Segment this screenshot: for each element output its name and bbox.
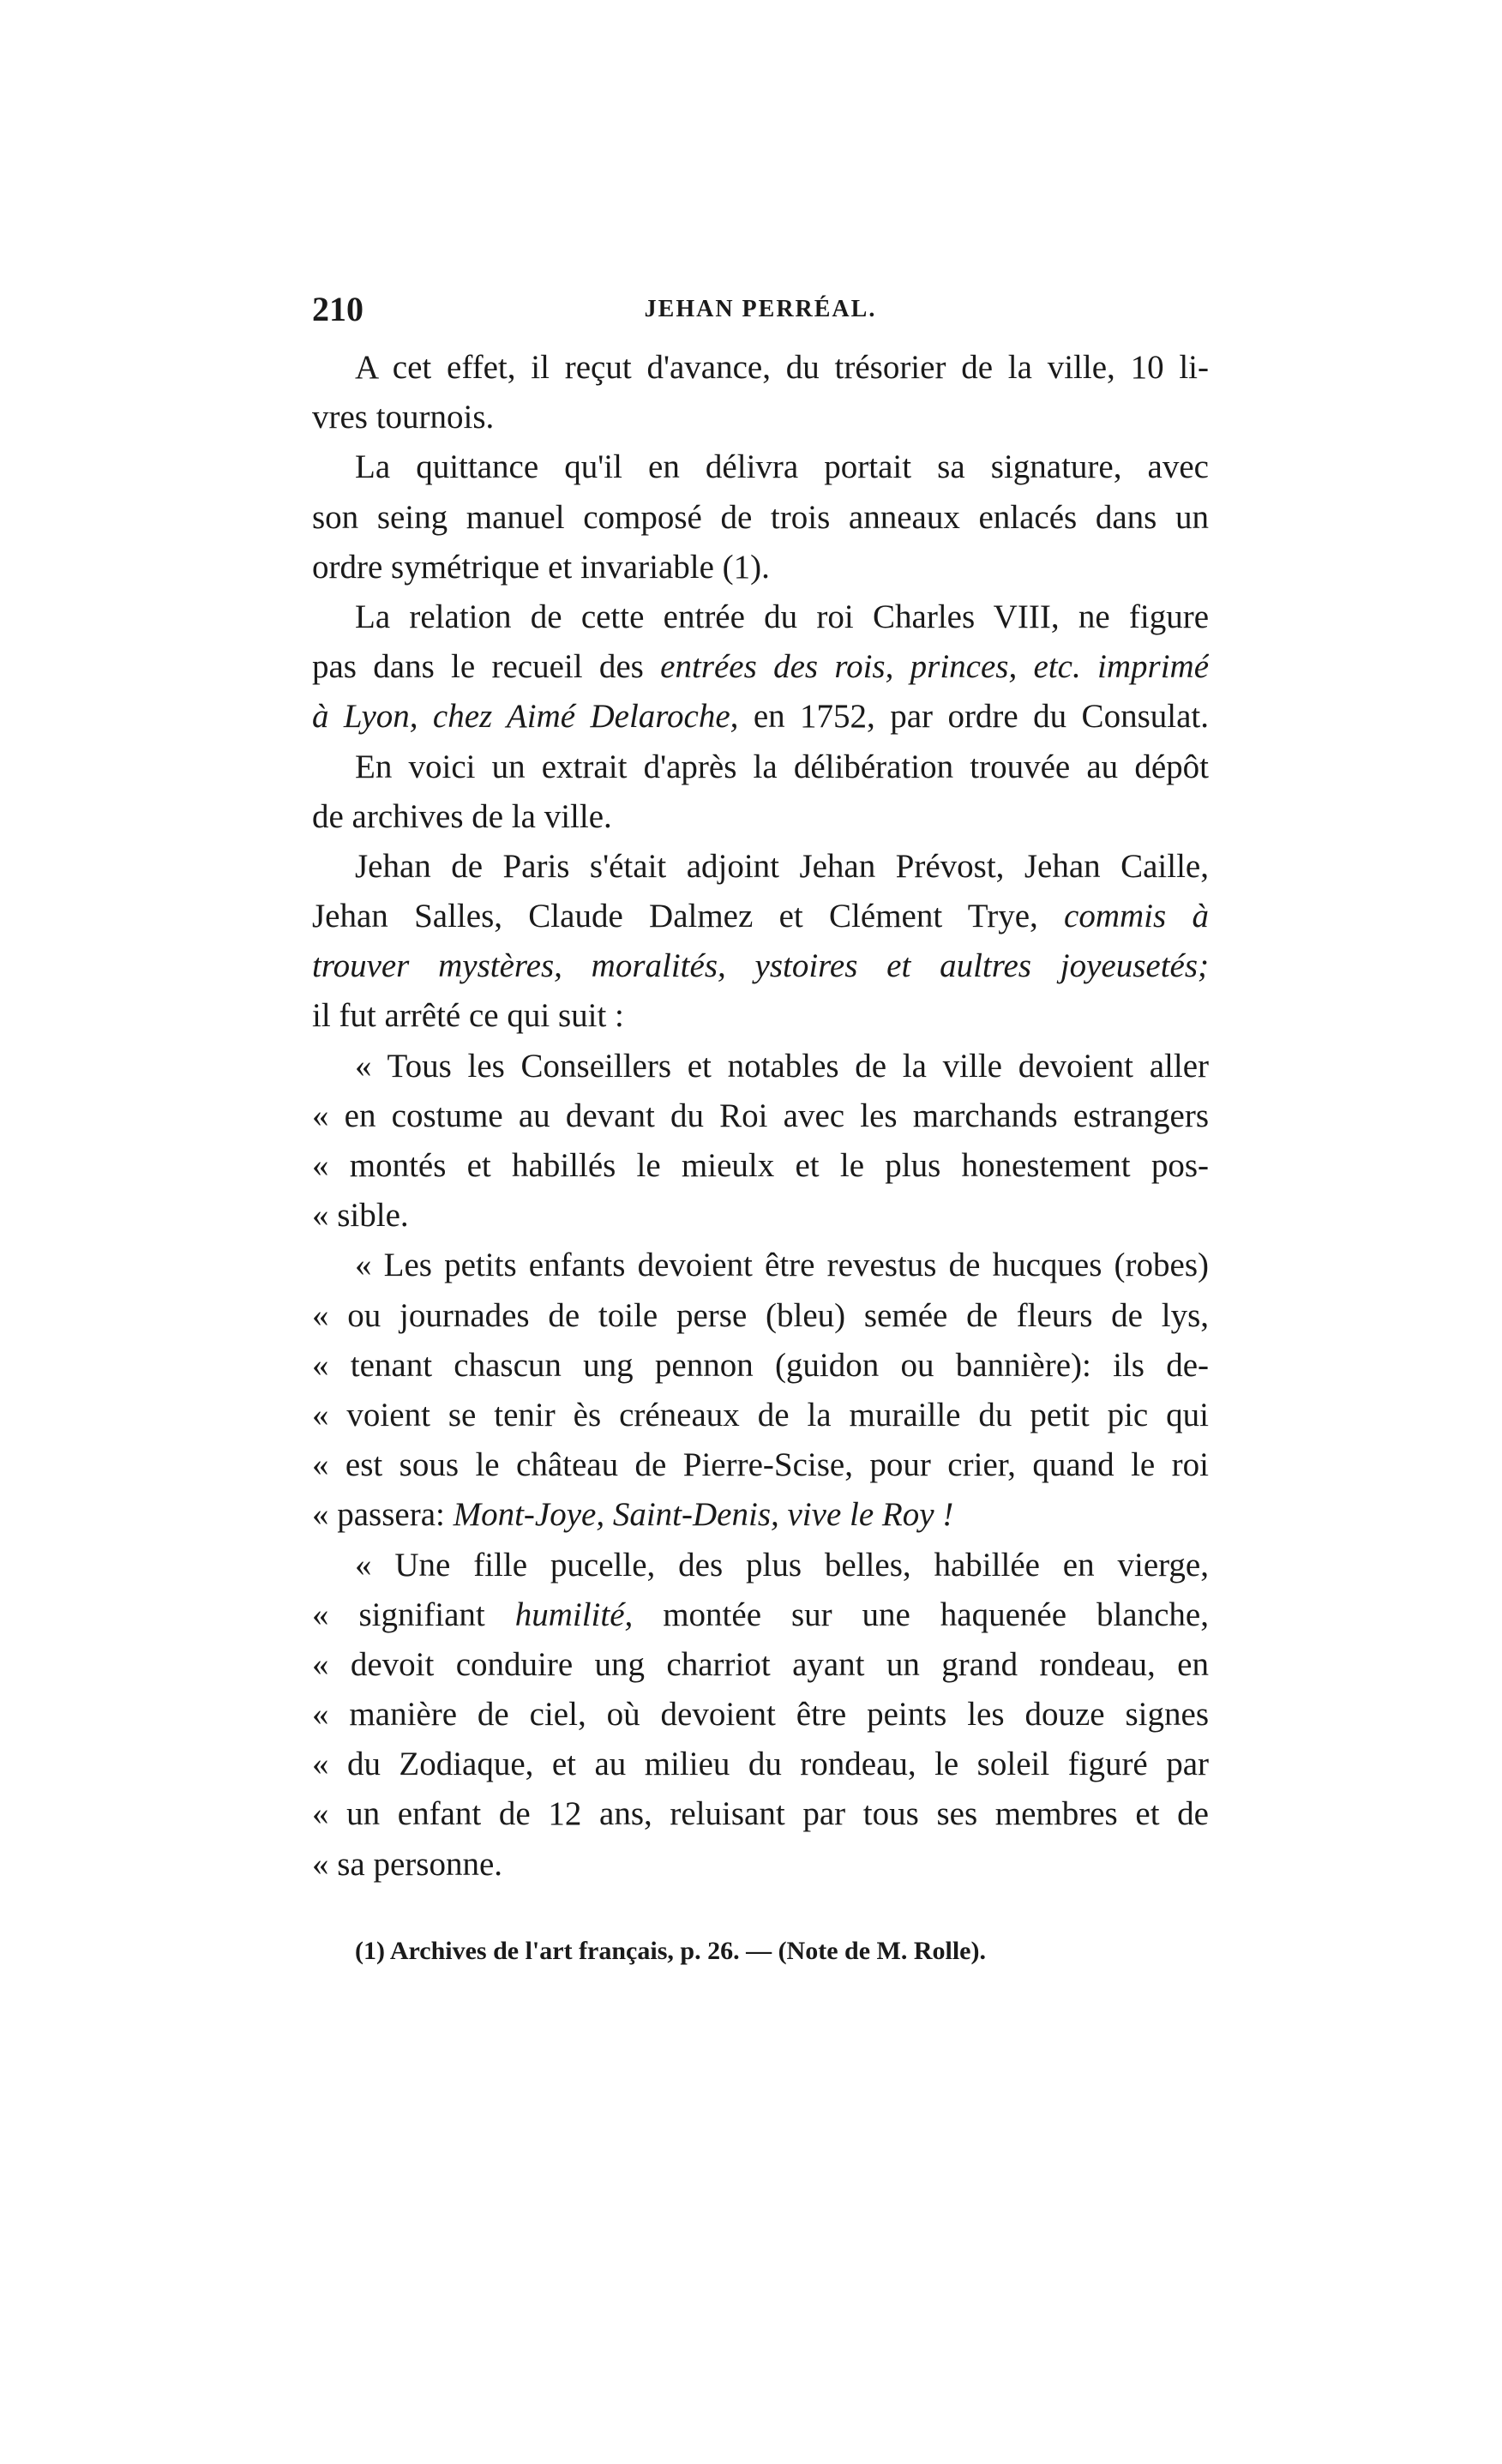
text-line: « tenant chascun ung pennon (guidon ou bannière): ils de-	[312, 1346, 1209, 1384]
text-segment: « signifiant	[312, 1596, 515, 1633]
running-title: JEHAN PERRÉAL.	[644, 296, 877, 322]
text-line	[312, 692, 1209, 742]
text-line: La quittance qu'il en délivra portait sa signature, avec	[355, 448, 1209, 486]
text-line: « manière de ciel, où devoient être peints les douze signes	[312, 1696, 1209, 1734]
text-line: son seing manuel composé de trois anneaux enlacés dans un	[312, 498, 1209, 536]
text-segment: en 1752, par ordre du Consulat.	[738, 698, 1209, 736]
text-line: « montés et habillés le mieulx et le plus honestement pos-	[312, 1147, 1209, 1184]
body-text	[312, 343, 1209, 1890]
text-line: « du Zodiaque, et au milieu du rondeau, le soleil figuré par	[312, 1746, 1209, 1783]
text-segment: montée sur une haquenée blanche,	[633, 1596, 1209, 1633]
text-segment-italic: humilité,	[514, 1596, 634, 1633]
text-line: « devoit conduire ung charriot ayant un grand rondeau, en	[312, 1645, 1209, 1683]
text-segment: Jehan Salles, Claude Dalmez et Clément Trye,	[312, 898, 1065, 935]
text-line: « un enfant de 12 ans, reluisant par tous ses membres et de	[312, 1795, 1209, 1833]
text-line	[312, 642, 1209, 692]
text-line	[312, 1590, 1209, 1640]
text-line: En voici un extrait d'après la délibération trouvée au dépôt	[355, 748, 1209, 785]
footnote: (1) Archives de l'art français, p. 26. — (Note de M. Rolle).	[355, 1937, 986, 1965]
text-line: « en costume au devant du Roi avec les marchands estrangers	[312, 1097, 1209, 1134]
text-line	[312, 1490, 1209, 1540]
text-line: « sa personne.	[312, 1845, 503, 1883]
text-line: « sible.	[312, 1197, 409, 1235]
page-number: 210	[312, 290, 363, 328]
text-line: de archives de la ville.	[312, 797, 612, 835]
text-line: « Tous les Conseillers et notables de la ville devoient aller	[355, 1047, 1209, 1085]
text-line: « Une fille pucelle, des plus belles, habillée en vierge,	[355, 1546, 1209, 1584]
text-segment-italic: à Lyon, chez Aimé Delaroche,	[312, 698, 739, 736]
text-segment-italic: imprimé	[1080, 648, 1209, 686]
text-line: La relation de cette entrée du roi Charles VIII, ne figure	[355, 598, 1209, 635]
text-line: ordre symétrique et invariable (1).	[312, 548, 770, 586]
text-line: « est sous le château de Pierre-Scise, pour crier, quand le roi	[312, 1446, 1209, 1484]
text-line: « Les petits enfants devoient être revestus de hucques (robes)	[355, 1247, 1209, 1284]
text-line: vres tournois.	[312, 399, 495, 436]
page-header	[312, 288, 1209, 331]
text-segment-italic: commis à	[1064, 898, 1209, 935]
text-line	[312, 892, 1209, 941]
text-segment-italic: Mont-Joye, Saint-Denis, vive le Roy !	[453, 1496, 954, 1534]
text-line: trouver mystères, moralités, ystoires et aultres joyeusetés;	[312, 947, 1209, 985]
text-segment: « passera:	[312, 1496, 454, 1534]
text-line: il fut arrêté ce qui suit :	[312, 997, 624, 1035]
text-line: A cet effet, il reçut d'avance, du trésorier de la ville, 10 li-	[355, 349, 1209, 386]
text-line: Jehan de Paris s'était adjoint Jehan Prévost, Jehan Caille,	[355, 847, 1209, 885]
text-segment: pas dans le recueil des	[312, 648, 661, 686]
text-segment-italic: entrées des rois, princes, etc.	[660, 648, 1081, 686]
text-line: « voient se tenir ès créneaux de la muraille du petit pic qui	[312, 1396, 1209, 1433]
text-line: « ou journades de toile perse (bleu) semée de fleurs de lys,	[312, 1296, 1209, 1334]
